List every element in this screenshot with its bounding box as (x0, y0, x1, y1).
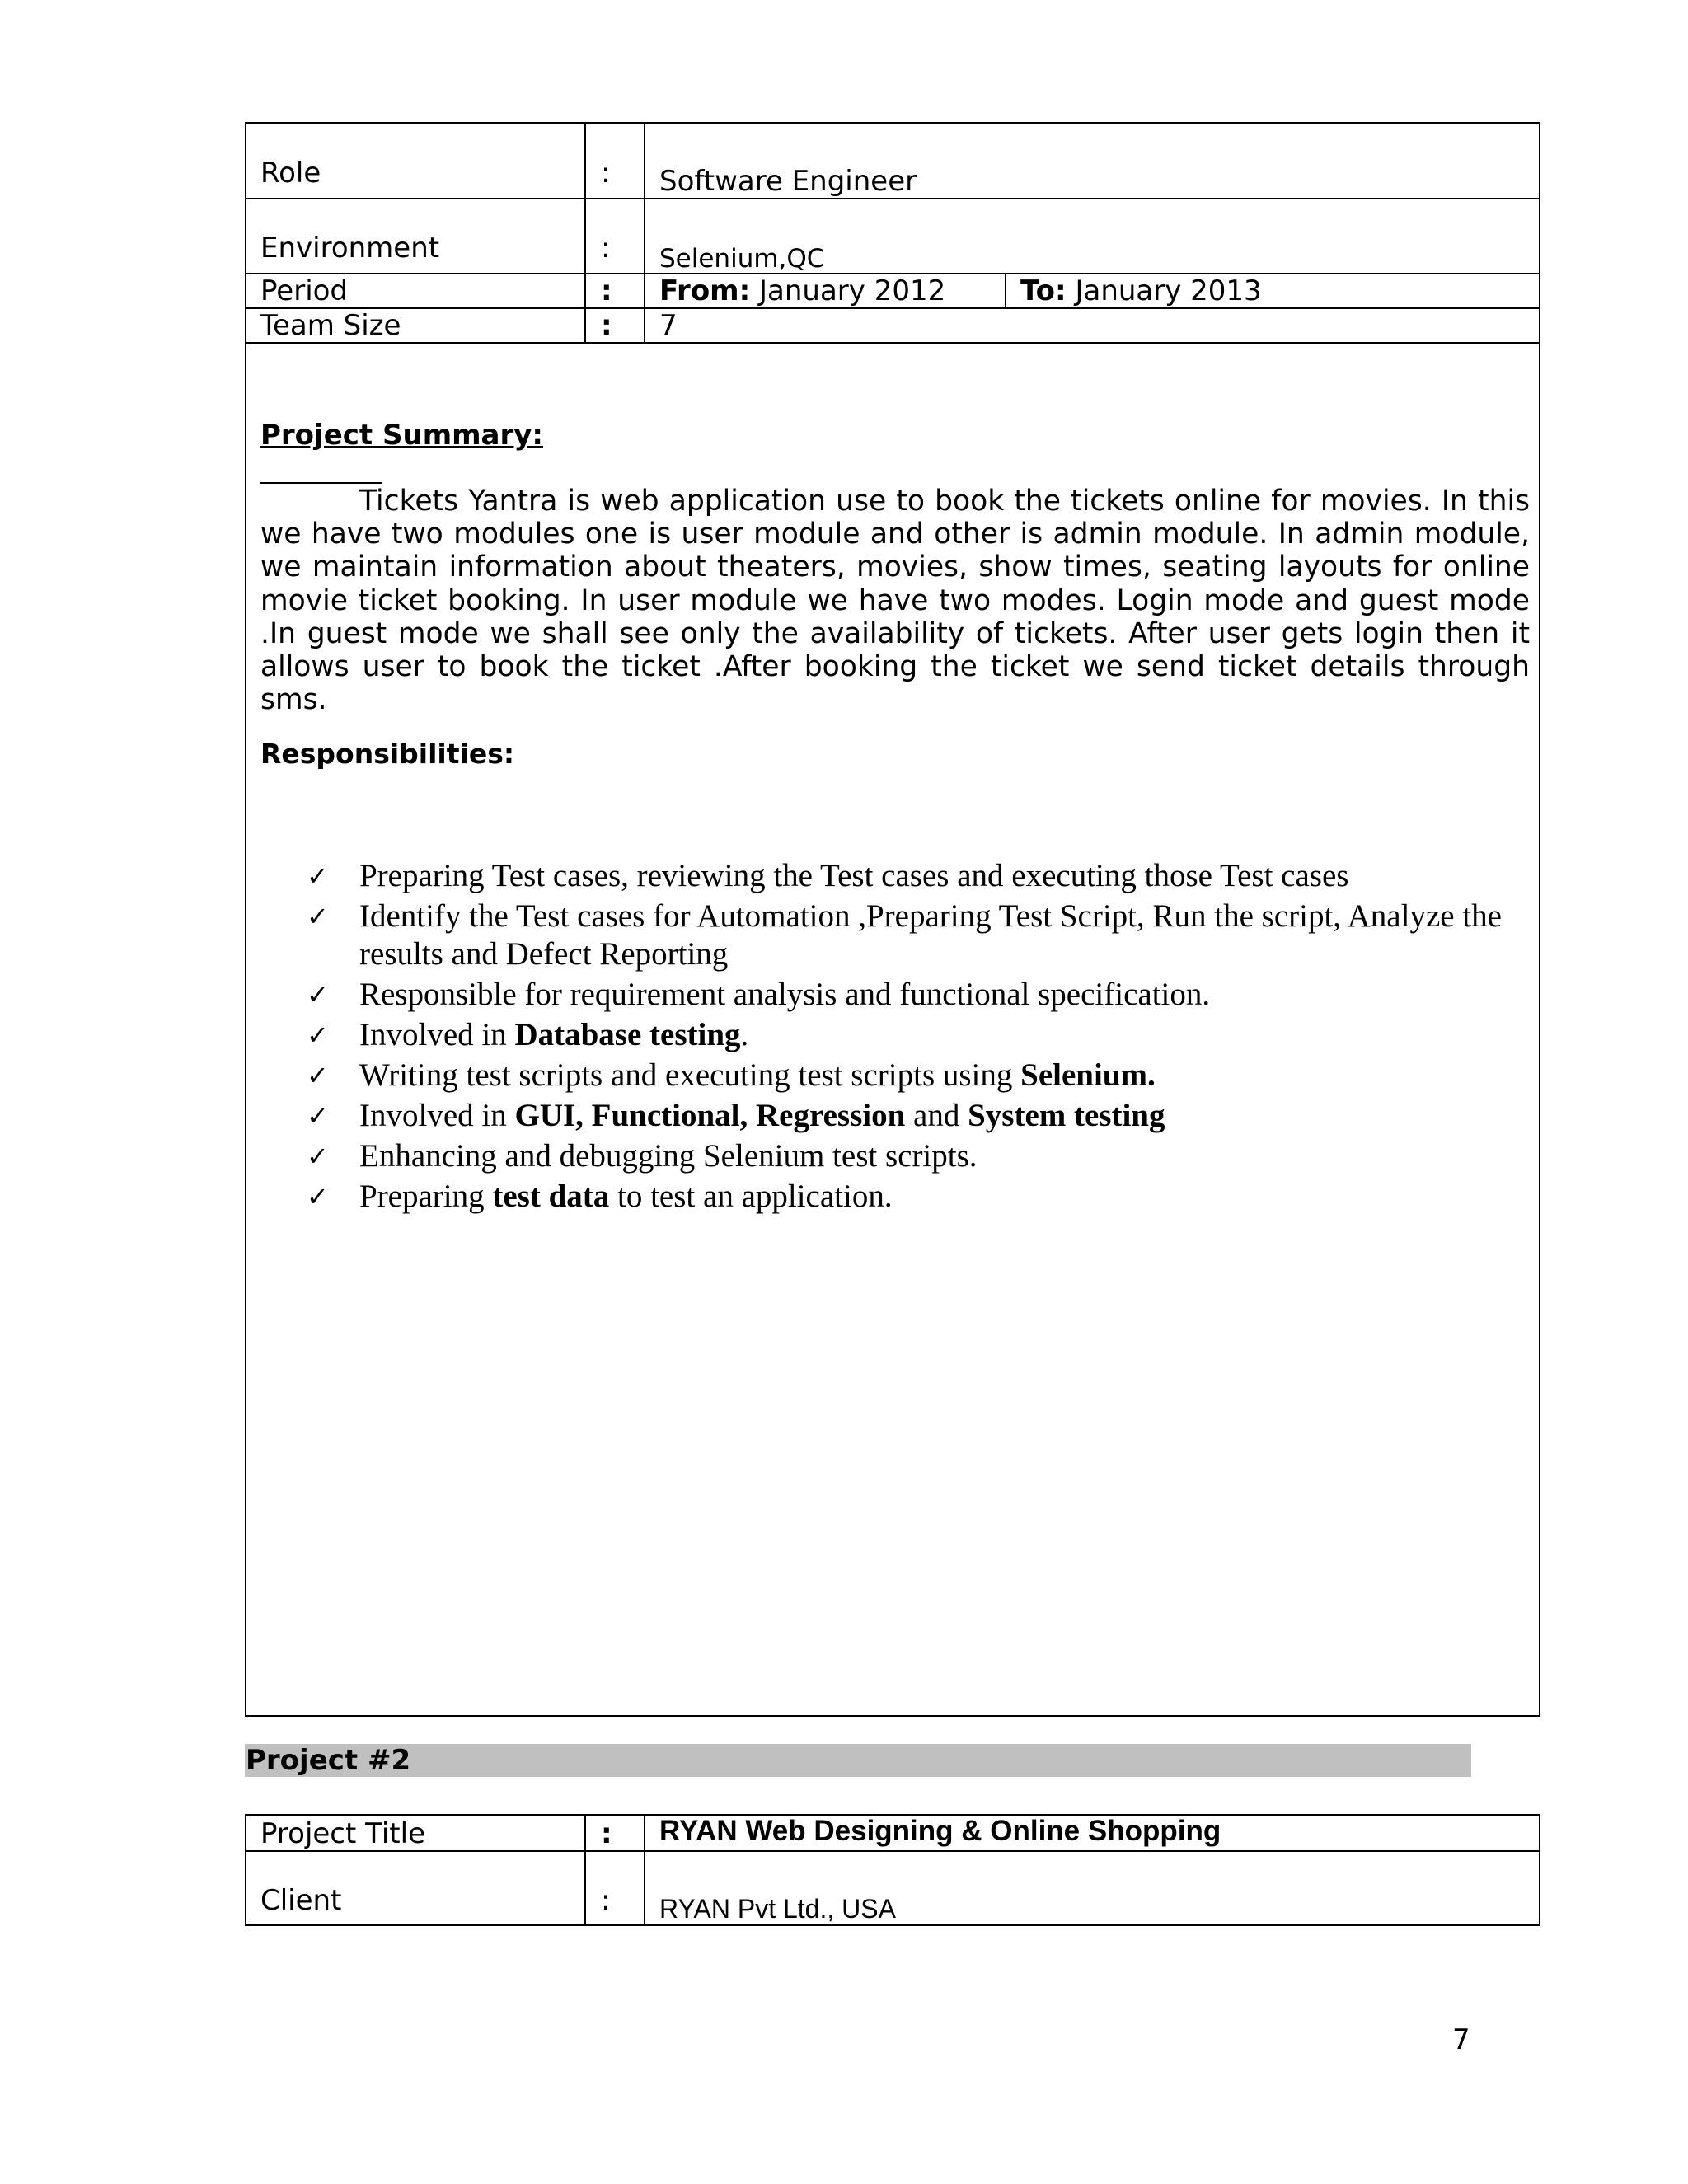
list-item (305, 976, 1541, 1014)
list-item (305, 1057, 1541, 1094)
role-value: Software Engineer (659, 165, 917, 198)
responsibilities-list (305, 857, 1541, 1218)
responsibilities-heading: Responsibilities: (260, 738, 515, 770)
list-item (305, 1016, 1541, 1054)
list-item (305, 898, 1541, 973)
colon: : (601, 1884, 611, 1917)
item-text: Preparing Test cases, reviewing the Test cases and executing those Test cases (359, 858, 1349, 893)
period-from (659, 274, 945, 307)
check-icon: ✓ (307, 860, 329, 892)
project-title-value: RYAN Web Designing & Online Shopping (659, 1815, 1221, 1847)
to-value: January 2013 (1075, 274, 1262, 307)
role-label: Role (260, 157, 321, 190)
table-rule (245, 307, 1540, 309)
project-summary-text (260, 485, 1530, 716)
item-text: Preparing (359, 1179, 493, 1214)
list-item (305, 1097, 1541, 1135)
table-rule (245, 342, 1540, 344)
check-icon: ✓ (307, 1019, 329, 1051)
item-text: Involved in (359, 1098, 515, 1133)
item-text: and (905, 1098, 968, 1133)
check-icon: ✓ (307, 1141, 329, 1172)
table-rule (584, 122, 586, 343)
table-rule (584, 1814, 586, 1926)
check-icon: ✓ (307, 901, 329, 932)
table-rule (644, 1814, 645, 1926)
client-value: RYAN Pvt Ltd., USA (659, 1894, 896, 1924)
summary-divider (260, 482, 382, 484)
item-text: . (740, 1017, 749, 1052)
project-summary-heading: Project Summary: (260, 419, 544, 452)
check-icon: ✓ (307, 979, 329, 1010)
item-bold-text: GUI, Functional, Regression (514, 1098, 906, 1133)
period-to (1020, 274, 1262, 307)
to-label: To: (1020, 274, 1067, 307)
from-value: January 2012 (759, 274, 946, 307)
item-text: Enhancing and debugging Selenium test scripts. (359, 1138, 978, 1174)
colon: : (601, 232, 611, 265)
team-size-value: 7 (659, 309, 678, 342)
from-label: From: (659, 274, 751, 307)
table-rule (245, 198, 1540, 199)
item-text: to test an application. (609, 1179, 893, 1214)
colon: : (601, 309, 612, 342)
environment-value: Selenium,QC (659, 244, 825, 274)
item-text: Identify the Test cases for Automation ,Preparing Test Script, Run the script, Analyze the results and Defect Reporting (359, 898, 1502, 972)
client-label: Client (260, 1884, 342, 1917)
item-text: Involved in (359, 1017, 515, 1052)
check-icon: ✓ (307, 1100, 329, 1132)
item-bold-text: Database testing (514, 1017, 741, 1052)
table-rule (644, 122, 645, 343)
page-number: 7 (1452, 2023, 1470, 2056)
table-rule (1005, 273, 1006, 308)
item-text: Writing test scripts and executing test scripts using (359, 1057, 1021, 1093)
list-item (305, 1137, 1541, 1175)
item-bold-text: test data (492, 1179, 610, 1214)
project2-heading: Project #2 (246, 1744, 411, 1777)
colon: : (601, 157, 611, 190)
colon: : (601, 274, 612, 307)
period-label: Period (260, 274, 349, 307)
list-item (305, 1178, 1541, 1216)
project2-heading-bar (245, 1744, 1471, 1777)
check-icon: ✓ (307, 1181, 329, 1212)
item-text: Responsible for requirement analysis and functional specification. (359, 977, 1211, 1012)
colon: : (601, 1817, 612, 1850)
table-rule (245, 1850, 1540, 1852)
list-item (305, 857, 1541, 895)
item-bold-text: System testing (968, 1098, 1165, 1133)
summary-paragraph: Tickets Yantra is web application use to book the tickets online for movies. In this we have two modules one is user module and other is admin module. In admin module, we maintain information about theaters, movies, show times, seating layouts for online movie ticket booking. In user module we have two modes. Login mode and guest mode .In guest mode we shall see only the availability of tickets. After user gets login then it allows user to book the ticket .After booking the ticket we send ticket details through sms. (260, 485, 1530, 717)
project-title-label: Project Title (260, 1817, 425, 1850)
team-size-label: Team Size (260, 309, 401, 342)
item-bold-text: Selenium. (1020, 1057, 1156, 1093)
check-icon: ✓ (307, 1060, 329, 1091)
environment-label: Environment (260, 232, 440, 265)
